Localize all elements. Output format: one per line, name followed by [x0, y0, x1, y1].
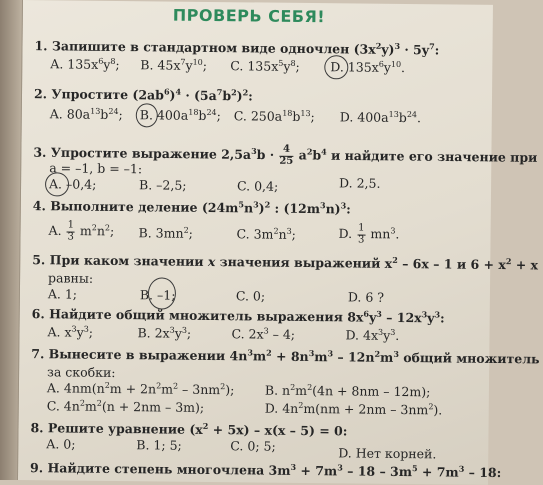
q6-option-d: D. $4x^3y^3$. — [345, 327, 400, 343]
question-6: 6. Найдите общий множитель выражения $8x^6y^3 - 12x^3y^3$: — [31, 306, 445, 326]
q6-option-a: A. $x^3y^3$; — [47, 324, 94, 340]
question-3-line-2: a = –1, b = –1: — [49, 160, 143, 177]
q3-option-a: A. –0,4; — [48, 176, 97, 192]
q4-option-b: B. $3mn^2$; — [138, 225, 193, 241]
q5-option-b: B. –1; — [139, 287, 176, 303]
question-7: 7. Вынесите в выражении $4n^3m^2 + 8n^3m^3 - 12n^2m^3$ общий множитель — [31, 346, 540, 367]
q1-option-a: A. $135x^6y^8$; — [50, 56, 120, 73]
q1-option-d: D. $135x^6y^{10}$. — [330, 59, 406, 76]
textbook-page — [17, 0, 540, 485]
q8-option-a: A. 0; — [46, 436, 76, 452]
q2-option-c: C. $250a^{18}b^{13}$; — [233, 108, 315, 125]
q7-option-a: A. $4nm(n^2m + 2n^2m^2 - 3nm^2)$; — [46, 380, 235, 398]
q4-option-c: C. $3m^2n^3$; — [236, 226, 296, 242]
question-7-line-2: за скобки: — [47, 364, 116, 380]
answer-mark-circle — [324, 55, 348, 79]
page-title: ПРОВЕРЬ СЕБЯ! — [172, 5, 326, 27]
q5-option-c: C. 0; — [235, 288, 266, 304]
q8-option-b: B. 1; 5; — [136, 437, 182, 453]
q8-option-d: D. Нет корней. — [338, 445, 437, 462]
q2-option-b: B. $400a^{18}b^{24}$; — [139, 107, 221, 124]
q6-option-c: C. $2x^3 - 4$; — [231, 326, 296, 342]
q4-option-a: A. $\frac{1}{3}$ $m^2n^2$; — [48, 219, 115, 243]
q2-option-a: A. $80a^{13}b^{24}$; — [49, 106, 123, 123]
q5-option-a: A. 1; — [47, 286, 78, 302]
q7-option-c: C. $4n^2m^2(n + 2nm - 3m)$; — [46, 398, 205, 415]
question-1: 1. Запишите в стандартном виде одночлен $(3x^2y)^3 \cdot 5y^7$: — [34, 38, 440, 58]
q3-option-d: D. 2,5. — [339, 175, 381, 191]
q2-option-d: D. $400a^{13}b^{24}$. — [339, 109, 422, 126]
q7-option-d: D. $4n^2m(nm + 2nm - 3nm^2)$. — [264, 400, 443, 418]
question-3: 3. Упростите выражение $2,5a^3b$ · $\frac{4}{25}$ $a^2b^4$ и найдите его значение при — [33, 143, 538, 167]
q7-option-b: B. $n^2m^2(4n + 8nm - 12m)$; — [264, 382, 431, 400]
q1-option-c: C. $135x^5y^8$; — [230, 58, 300, 74]
question-4: 4. Выполните деление $(24m^5n^3)^2$ : $(12m^3n)^3$: — [32, 198, 351, 217]
q3-option-c: C. 0,4; — [236, 178, 279, 194]
question-8: 8. Решите уравнение $(x^2 + 5x) - x(x - 5) = 0$: — [30, 420, 348, 439]
q3-option-b: B. –2,5; — [138, 177, 187, 193]
answer-mark-circle — [136, 103, 158, 127]
q5-option-d: D. 6 ? — [347, 289, 385, 305]
answer-mark-circle — [45, 172, 69, 196]
answer-mark-circle — [148, 277, 176, 309]
q4-option-d: D. $\frac{1}{3}$ $mn^3$. — [338, 222, 400, 246]
q1-option-b: B. $45x^7y^{10}$; — [140, 57, 208, 73]
q8-option-c: C. 0; 5; — [230, 438, 276, 454]
q6-option-b: B. $2x^3y^3$; — [137, 325, 192, 341]
question-5-line-2: равны: — [48, 270, 94, 286]
question-2: 2. Упростите $(2ab^6)^4 \cdot (5a^7b^2)^2$: — [33, 86, 253, 104]
question-5: 5. При каком значении x значения выражений $x^2 - 6x - 1$ и $6 + x^2 + x$ — [32, 252, 539, 273]
question-9: 9. Найдите степень многочлена $3m^3 + 7m^3 - 18 - 3m^5 + 7m^3 - 18$: — [30, 460, 502, 481]
